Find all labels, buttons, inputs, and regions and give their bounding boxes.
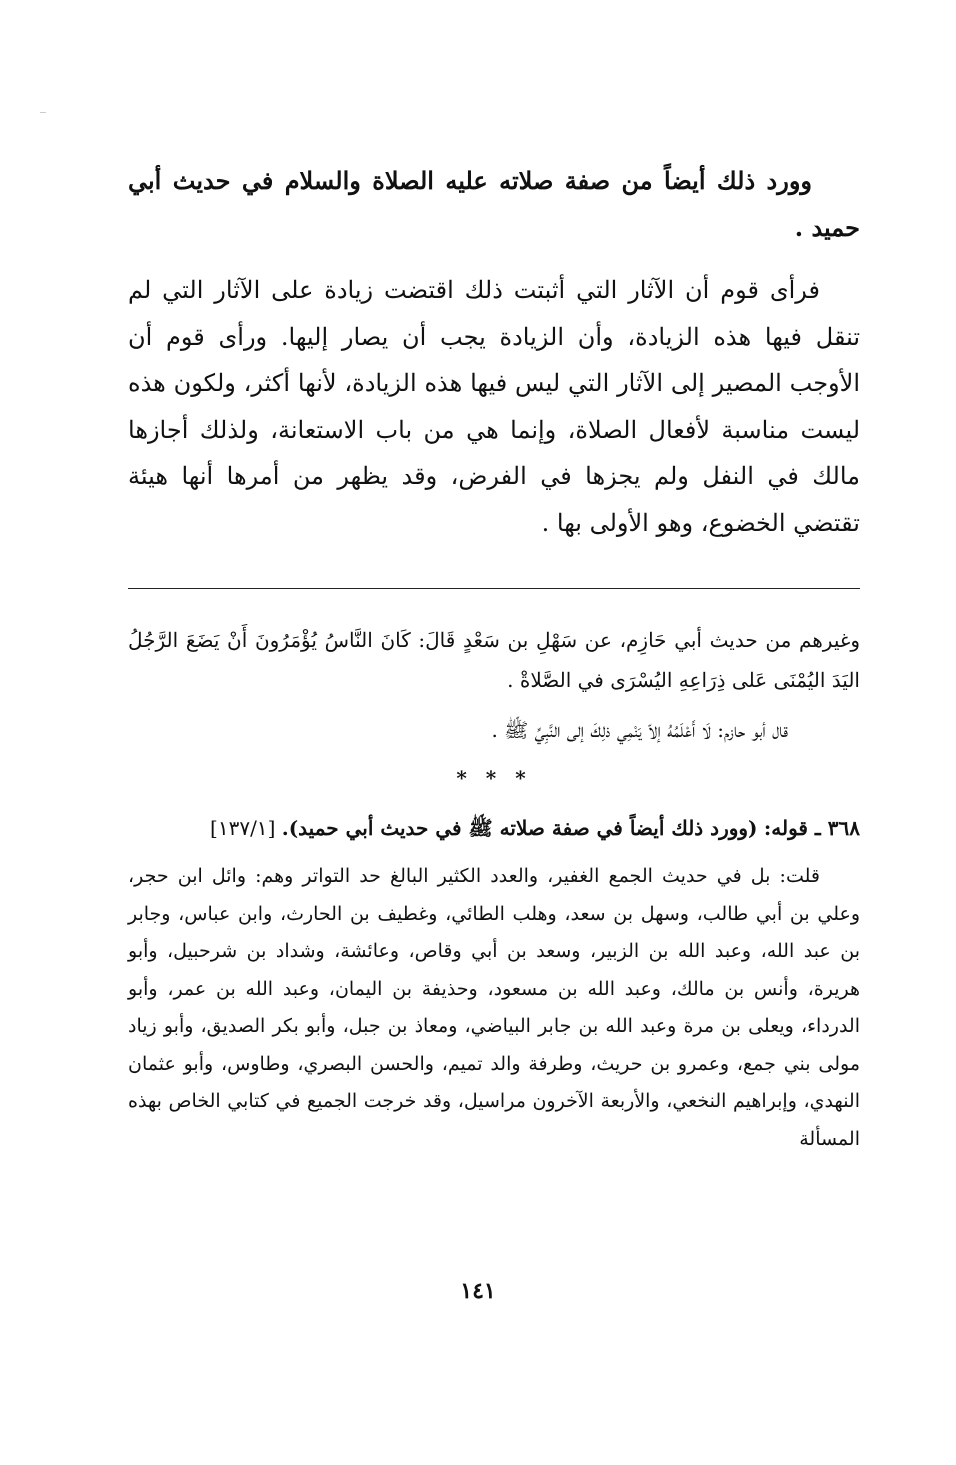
entry-body: قلت: بل في حديث الجمع الغفير، والعدد الكثير البالغ حد التواتر وهم: وائل ابن حجر، وعلي بن أبي طالب، وسهل بن سعد، وهلب الطائي، وغطيف بن الحارث، وابن عباس، وجابر بن عبد الله، وعبد الله بن الزبير، وسعد بن أبي وقاص، وعائشة، وشداد بن شرحبيل، وأبو هريرة، وأنس بن مالك، وعبد الله بن مسعود، وحذيفة بن اليمان، وعبد الله بن عمر، وأبو الدرداء، ويعلى بن مرة وعبد الله بن جابر البياضي، ومعاذ بن جبل، وأبو بكر الصديق، وأبو زياد مولى بني جمع، وعمرو بن حريث، وطرفة والد تميم، والحسن البصري، وطاوس، وأبو عثمان النهدي، وإبراهيم النخعي، والأربعة الآخرون مراسيل، وقد خرجت الجميع في كتابي الخاص بهذه المسألة <box>128 865 860 1150</box>
commentary-block <box>128 620 860 1158</box>
scan-mark <box>40 112 46 119</box>
section-separator: * * * <box>456 766 532 790</box>
hadith-note: وغيرهم من حديث أبي حَازِم، عن سَهْلِ بن سَعْدٍ قَالَ: كَانَ النَّاسُ يُؤْمَرُونَ أَنْ يَضَعَ الرَّجُلُ اليَدَ اليُمْنَى عَلى ذِرَاعِهِ اليُسْرَى في الصَّلاةْ . <box>128 628 860 692</box>
main-text-block <box>128 158 860 546</box>
footnote-divider <box>128 588 860 589</box>
main-paragraph: فرأى قوم أن الآثار التي أثبتت ذلك اقتضت زيادة على الآثار التي لم تنقل فيها هذه الزيادة، وأن الزيادة يجب أن يصار إليها. ورأى قوم أن الأوجب المصير إلى الآثار التي ليس فيها هذه الزيادة، لأنها أكثر، ولكون هذه ليست مناسبة لأفعال الصلاة، وإنما هي من باب الاستعانة، ولذلك أجازها مالك في النفل ولم يجزها في الفرض، وقد يظهر من أمرها أنها هيئة تقتضي الخضوع، وهو الأولى بها . <box>128 276 860 537</box>
entry-label: ٣٦٨ ـ قوله: <box>763 816 860 840</box>
abu-hazim-note: قال أبو حازم: لَا أَعْلَمُهُ إلاّ يَنْمِي ذلِكَ إلى النَّبِيِّ ﷺ . <box>491 718 788 742</box>
page-number: ١٤١ <box>460 1278 496 1304</box>
section-heading: وورد ذلك أيضاً من صفة صلاته عليه الصلاة والسلام في حديث أبي حميد . <box>128 166 860 242</box>
entry-heading <box>128 808 860 848</box>
entry-reference: [١٣٧/١] <box>210 816 276 840</box>
entry-quote: (وورد ذلك أيضاً في صفة صلاته ﷺ في حديث أبي حميد). <box>281 816 758 840</box>
